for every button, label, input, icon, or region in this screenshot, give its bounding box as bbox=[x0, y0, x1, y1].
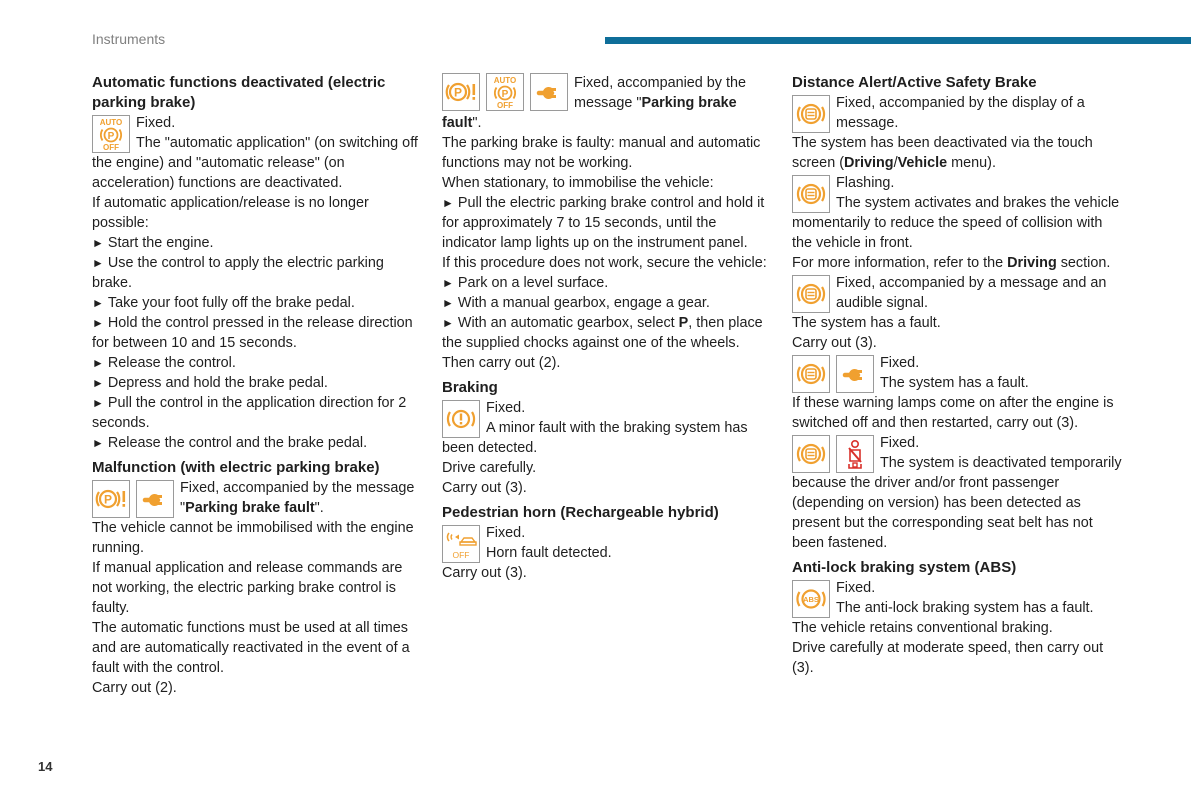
wrench-icon bbox=[836, 355, 874, 393]
body-text: The vehicle cannot be immobilised with the engine running. bbox=[92, 520, 414, 556]
body-text: Carry out (3). bbox=[442, 480, 527, 496]
bullet-arrow-icon: ► bbox=[92, 356, 104, 370]
body-text: If automatic application/release is no longer possible: bbox=[92, 195, 369, 231]
body-text: If this procedure does not work, secure the vehicle: bbox=[442, 255, 767, 271]
seat-belt-icon bbox=[836, 435, 874, 473]
bullet-arrow-icon: ► bbox=[92, 296, 104, 310]
body-text: The automatic functions must be used at all times and are automatically reactivated in the event of a fault with the control. bbox=[92, 620, 410, 676]
svg-text:ABS: ABS bbox=[803, 595, 819, 604]
braking-fault-icon bbox=[442, 400, 480, 438]
list-item: ► Pull the electric parking brake control and hold it for approximately 7 to 15 seconds, until the indicator lamp lights up on the instrument panel. bbox=[442, 195, 765, 251]
status-text: Fixed. bbox=[880, 435, 920, 451]
svg-text:AUTO: AUTO bbox=[99, 118, 123, 127]
list-item: ► Release the control and the brake pedal. bbox=[92, 435, 368, 451]
active-safety-brake-icon bbox=[792, 275, 830, 313]
warning-block bbox=[792, 273, 1122, 313]
bullet-arrow-icon: ► bbox=[92, 376, 104, 390]
warning-block bbox=[92, 113, 422, 193]
list-item: ► Use the control to apply the electric parking brake. bbox=[92, 255, 384, 291]
warning-block bbox=[442, 73, 772, 133]
svg-text:AUTO: AUTO bbox=[493, 76, 517, 85]
list-item: ► With an automatic gearbox, select P, then place the supplied chocks against one of the wheels. bbox=[442, 315, 763, 351]
bullet-arrow-icon: ► bbox=[442, 196, 454, 210]
parking-brake-fault-icon bbox=[442, 73, 480, 111]
wrench-icon bbox=[530, 73, 568, 111]
page-number: 14 bbox=[38, 759, 53, 774]
status-text: Fixed. bbox=[486, 525, 526, 541]
body-text: Carry out (3). bbox=[442, 565, 527, 581]
description-text: The system is deactivated temporarily because the driver and/or front passenger (depending on version) has been detected as present but the corresponding seat belt has not been fastened. bbox=[792, 455, 1122, 551]
heading-abs: Anti-lock braking system (ABS) bbox=[792, 559, 1017, 576]
body-text: Carry out (2). bbox=[92, 680, 177, 696]
pedestrian-horn-off-icon bbox=[442, 525, 480, 563]
list-item: ► Hold the control pressed in the release direction for between 10 and 15 seconds. bbox=[92, 315, 413, 351]
status-text: Fixed. bbox=[136, 115, 176, 131]
list-item: ► Pull the control in the application direction for 2 seconds. bbox=[92, 395, 407, 431]
status-text: Fixed, accompanied by the message "Parking brake fault". bbox=[442, 75, 746, 131]
status-text: Fixed, accompanied by the display of a message. bbox=[836, 95, 1085, 131]
bullet-arrow-icon: ► bbox=[92, 316, 104, 330]
active-safety-brake-icon bbox=[792, 175, 830, 213]
bullet-arrow-icon: ► bbox=[92, 436, 104, 450]
body-text: Carry out (3). bbox=[792, 335, 877, 351]
svg-text:P: P bbox=[501, 89, 509, 100]
header-accent-bar bbox=[605, 37, 1191, 44]
svg-text:OFF: OFF bbox=[103, 143, 119, 151]
warning-block bbox=[92, 478, 422, 518]
description-text: The "automatic application" (on switching off the engine) and "automatic release" (on acceleration) functions are deactivated. bbox=[92, 135, 418, 191]
list-item: ► Park on a level surface. bbox=[442, 275, 609, 291]
list-item: ► Start the engine. bbox=[92, 235, 214, 251]
warning-block bbox=[792, 578, 1122, 618]
warning-block bbox=[792, 353, 1122, 393]
status-text: Fixed. bbox=[486, 400, 526, 416]
list-item: ► Release the control. bbox=[92, 355, 236, 371]
auto-off-parking-brake-icon bbox=[92, 115, 130, 153]
bullet-arrow-icon: ► bbox=[92, 396, 104, 410]
abs-icon bbox=[792, 580, 830, 618]
status-text: Fixed, accompanied by a message and an audible signal. bbox=[836, 275, 1107, 311]
svg-text:P: P bbox=[107, 131, 115, 142]
bullet-arrow-icon: ► bbox=[92, 256, 104, 270]
body-text: The system has a fault. bbox=[792, 315, 941, 331]
heading-malfunction-parking-brake: Malfunction (with electric parking brake) bbox=[92, 459, 380, 476]
column-left bbox=[92, 73, 422, 698]
wrench-icon bbox=[136, 480, 174, 518]
active-safety-brake-icon bbox=[792, 95, 830, 133]
svg-text:OFF: OFF bbox=[497, 101, 513, 109]
status-text: Fixed, accompanied by the message "Parking brake fault". bbox=[180, 480, 415, 516]
warning-block bbox=[442, 398, 772, 458]
heading-auto-functions-deactivated: Automatic functions deactivated (electric parking brake) bbox=[92, 74, 386, 111]
section-title: Instruments bbox=[92, 31, 166, 47]
heading-distance-alert: Distance Alert/Active Safety Brake bbox=[792, 74, 1037, 91]
body-text: For more information, refer to the Driving section. bbox=[792, 255, 1111, 271]
body-text: The system has been deactivated via the touch screen (Driving/Vehicle menu). bbox=[792, 135, 1093, 171]
body-text: The vehicle retains conventional braking. bbox=[792, 620, 1053, 636]
description-text: Horn fault detected. bbox=[486, 545, 612, 561]
description-text: The system has a fault. bbox=[880, 375, 1029, 391]
bullet-arrow-icon: ► bbox=[442, 276, 454, 290]
list-item: ► With a manual gearbox, engage a gear. bbox=[442, 295, 710, 311]
list-item: ► Take your foot fully off the brake pedal. bbox=[92, 295, 355, 311]
description-text: A minor fault with the braking system has been detected. bbox=[442, 420, 748, 456]
warning-block bbox=[792, 433, 1122, 553]
auto-off-parking-brake-icon bbox=[486, 73, 524, 111]
body-text: If these warning lamps come on after the engine is switched off and then restarted, carry out (3). bbox=[792, 395, 1114, 431]
bullet-arrow-icon: ► bbox=[442, 296, 454, 310]
body-text: Drive carefully at moderate speed, then carry out (3). bbox=[792, 640, 1104, 676]
status-text: Flashing. bbox=[836, 175, 895, 191]
description-text: The system activates and brakes the vehicle momentarily to reduce the speed of collision with the vehicle in front. bbox=[792, 195, 1120, 251]
body-text: Then carry out (2). bbox=[442, 355, 561, 371]
status-text: Fixed. bbox=[880, 355, 920, 371]
active-safety-brake-icon bbox=[792, 435, 830, 473]
warning-block bbox=[792, 173, 1122, 253]
list-item: ► Depress and hold the brake pedal. bbox=[92, 375, 328, 391]
column-middle bbox=[442, 73, 772, 583]
body-text: Drive carefully. bbox=[442, 460, 537, 476]
heading-pedestrian-horn: Pedestrian horn (Rechargeable hybrid) bbox=[442, 504, 719, 521]
bullet-arrow-icon: ► bbox=[92, 236, 104, 250]
bullet-arrow-icon: ► bbox=[442, 316, 454, 330]
body-text: If manual application and release commands are not working, the electric parking brake control is faulty. bbox=[92, 560, 403, 616]
svg-text:OFF: OFF bbox=[452, 550, 470, 560]
active-safety-brake-icon bbox=[792, 355, 830, 393]
warning-block bbox=[442, 523, 772, 563]
parking-brake-fault-icon bbox=[92, 480, 130, 518]
body-text: When stationary, to immobilise the vehicle: bbox=[442, 175, 714, 191]
warning-block bbox=[792, 93, 1122, 133]
status-text: Fixed. bbox=[836, 580, 876, 596]
body-text: The parking brake is faulty: manual and automatic functions may not be working. bbox=[442, 135, 761, 171]
description-text: The anti-lock braking system has a fault. bbox=[836, 600, 1094, 616]
column-right bbox=[792, 73, 1122, 678]
heading-braking: Braking bbox=[442, 379, 498, 396]
